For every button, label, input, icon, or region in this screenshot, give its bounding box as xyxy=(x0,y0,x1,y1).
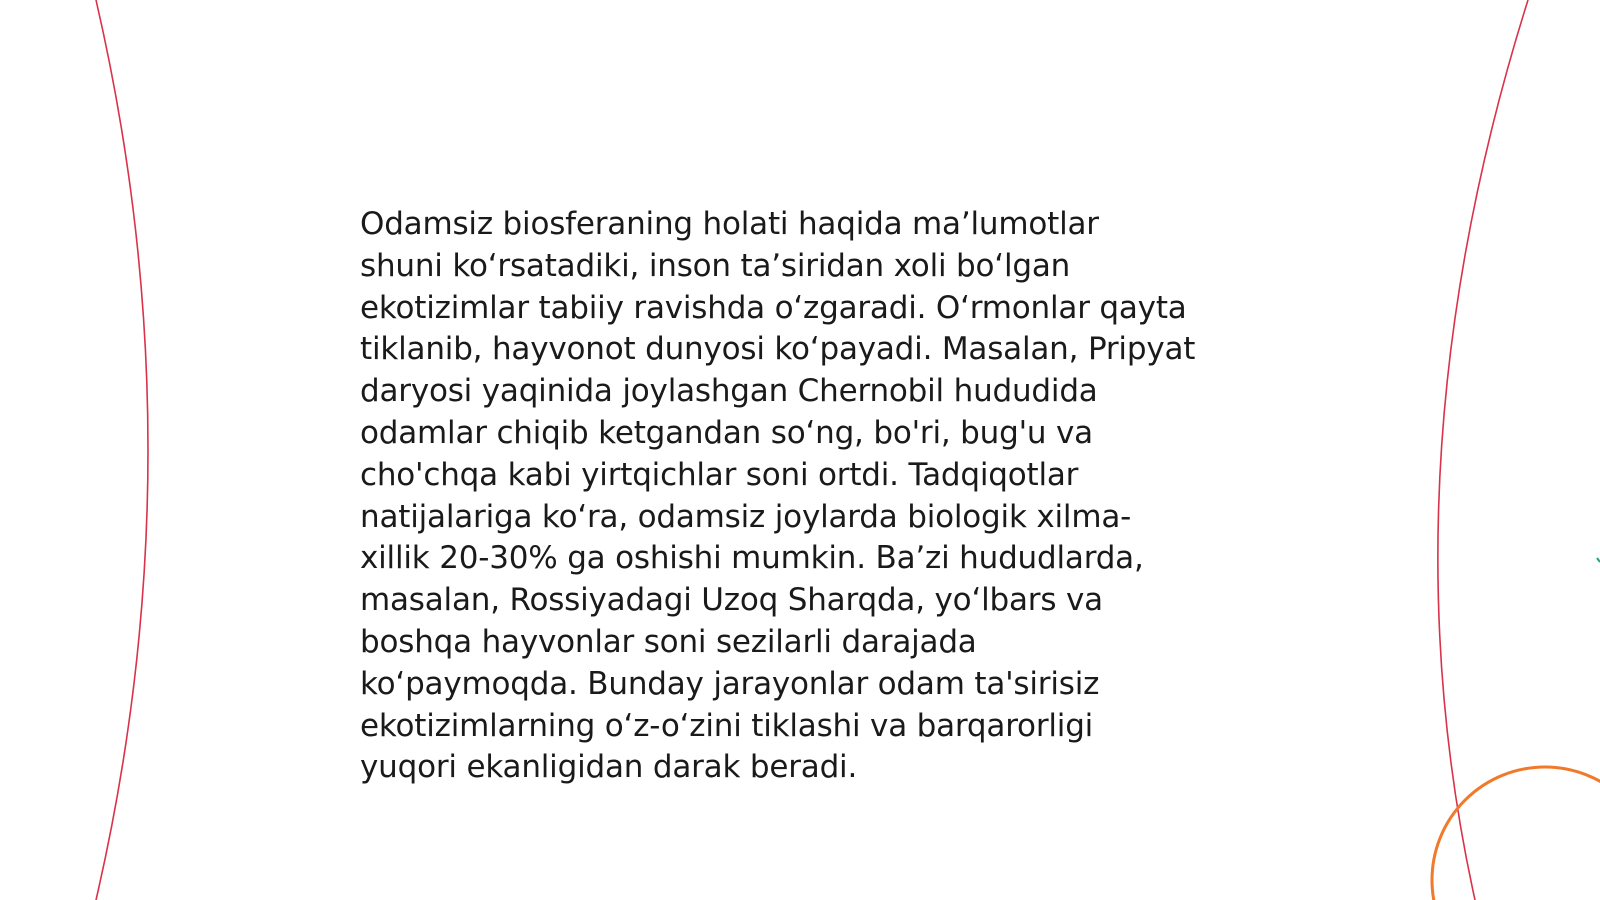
paragraph-line-14: yuqori ekanligidan darak beradi. xyxy=(360,749,858,786)
paragraph-line-12: koʻpaymoqda. Bunday jarayonlar odam ta'sirisiz xyxy=(360,665,1100,702)
paragraph-line-11: boshqa hayvonlar soni sezilarli darajada xyxy=(360,623,977,660)
paragraph-line-2: shuni koʻrsatadiki, inson taʼsiridan xoli boʻlgan xyxy=(360,247,1071,284)
paragraph-line-13: ekotizimlarning oʻz-oʻzini tiklashi va barqarorligi xyxy=(360,707,1094,744)
paragraph-line-4: tiklanib, hayvonot dunyosi koʻpayadi. Masalan, Pripyat xyxy=(360,331,1196,368)
paragraph-line-1: Odamsiz biosferaning holati haqida ma’lumotlar xyxy=(360,206,1099,242)
paragraph-line-10: masalan, Rossiyadagi Uzoq Sharqda, yoʻlbars va xyxy=(360,582,1103,619)
paragraph-line-5: daryosi yaqinida joylashgan Chernobil hududida xyxy=(360,373,1098,410)
paragraph-line-3: ekotizimlar tabiiy ravishda oʻzgaradi. Oʻrmonlar qayta xyxy=(360,289,1187,326)
orange-circle-outline xyxy=(1432,767,1600,900)
left-arc-line xyxy=(96,0,148,900)
paragraph-line-8: natijalariga koʻra, odamsiz joylarda biologik xilma- xyxy=(360,498,1132,535)
body-paragraph xyxy=(360,204,1260,789)
paragraph-line-6: odamlar chiqib ketgandan soʻng, bo'ri, bug'u va xyxy=(360,414,1093,451)
paragraph-line-9: xillik 20-30% ga oshishi mumkin. Baʼzi hududlarda, xyxy=(360,540,1144,577)
paragraph-line-7: cho'chqa kabi yirtqichlar soni ortdi. Tadqiqotlar xyxy=(360,456,1079,493)
right-arc-line xyxy=(1438,0,1528,900)
